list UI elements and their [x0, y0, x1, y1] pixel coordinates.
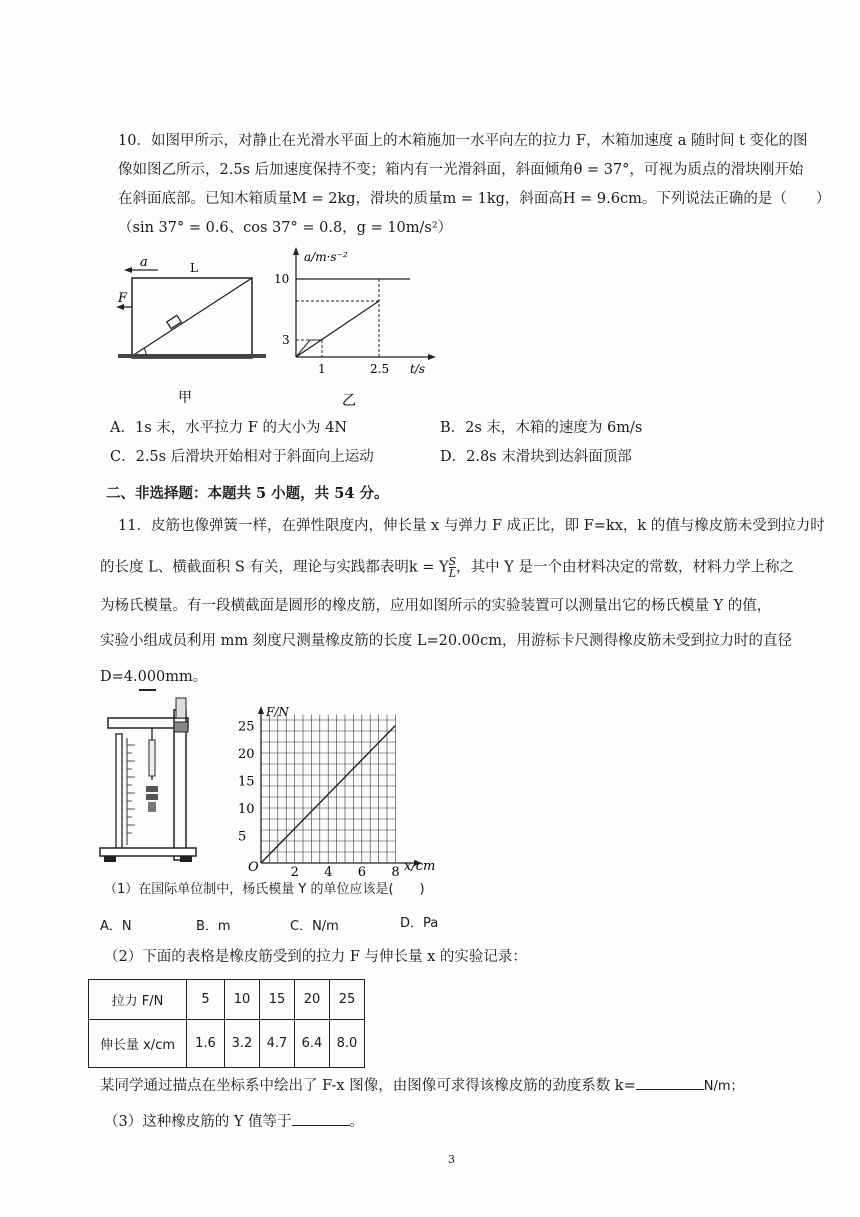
q11-line1: 11．皮筋也像弹簧一样，在弹性限度内，伸长量 x 与弹力 F 成正比，即 F=kx，k 的值与橡皮筋未受到拉力时 [118, 518, 825, 534]
fx-xlabel: x/cm [404, 859, 436, 874]
q11-line2 [100, 556, 794, 579]
table-cell: 25 [330, 980, 365, 1020]
q11-sub1-option-d: D．Pa [400, 916, 439, 931]
q11-line5: D=4.000mm。 [100, 669, 208, 685]
table-row [89, 980, 365, 1020]
q10-line1: 10．如图甲所示，对静止在光滑水平面上的木箱施加一水平向左的拉力 F，木箱加速度 a 随时间 t 变化的图 [118, 133, 808, 149]
fig-jia-F-label: F [118, 291, 128, 306]
q11-line4: 实验小组成员利用 mm 刻度尺测量橡皮筋的长度 L=20.00cm，用游标卡尺测得橡皮筋未受到拉力时的直径 [100, 633, 792, 649]
table-cell: 6.4 [295, 1020, 330, 1068]
fx-ytick-label: 25 [238, 719, 255, 735]
q10-line2: 像如图乙所示，2.5s 后加速度保持不变；箱内有一光滑斜面，斜面倾角θ = 37°，可视为质点的滑块刚开始 [118, 162, 804, 178]
table-cell: 15 [260, 980, 295, 1020]
section-heading: 二、非选择题：本题共 5 小题，共 54 分。 [106, 485, 389, 502]
fx-ytick-label: 20 [238, 747, 255, 762]
q11-sub1: （1）在国际单位制中，杨氏模量 Y 的单位应该是( ) [104, 882, 425, 897]
fx-graph [236, 700, 446, 880]
fig-yi-xlabel: t/s [410, 362, 426, 376]
experiment-apparatus [94, 690, 204, 870]
q10-option-d: D．2.8s 末滑块到达斜面顶部 [440, 449, 632, 465]
q11-sub2-answer-line [100, 1076, 744, 1097]
q11-sub3-line [104, 1112, 364, 1132]
fig-jia-L-label: L [190, 261, 198, 275]
fig-yi-ylabel: a/m·s⁻² [304, 250, 348, 264]
table-cell: 1.6 [187, 1020, 225, 1068]
fig-yi-ytick-10: 10 [274, 272, 290, 286]
table-cell: 8.0 [330, 1020, 365, 1068]
table-header-cell: 拉力 F/N [89, 980, 187, 1020]
fig-yi-ytick-3: 3 [282, 333, 290, 347]
table-cell: 5 [187, 980, 225, 1020]
q11-sub2-unit: N/m； [703, 1079, 744, 1094]
fx-xtick-label: 8 [391, 865, 400, 880]
fig-jia-caption: 甲 [178, 390, 192, 406]
fx-ytick-label: 15 [238, 774, 255, 790]
fx-xtick-label: 2 [290, 865, 299, 880]
q11-sub2: （2）下面的表格是橡皮筋受到的拉力 F 与伸长量 x 的实验记录： [104, 949, 527, 965]
table-cell: 20 [295, 980, 330, 1020]
table-header-cell: 伸长量 x/cm [89, 1020, 187, 1068]
fig-yi-xtick-1: 1 [318, 362, 326, 376]
q11-line2-a: 的长度 L、横截面积 S 有关，理论与实践都表明k = Y [100, 559, 449, 576]
fx-origin: O [248, 860, 259, 875]
fraction-denominator: L [448, 567, 457, 580]
q10-option-c: C．2.5s 后滑块开始相对于斜面向上运动 [110, 449, 374, 465]
fx-ytick-label: 5 [238, 829, 247, 845]
fx-ytick-label: 10 [238, 802, 255, 817]
q11-line3: 为杨氏模量。有一段横截面是圆形的橡皮筋，应用如图所示的实验装置可以测量出它的杨氏模量 Y 的值， [100, 598, 772, 614]
fig-jia-a-label: a [140, 255, 148, 270]
k-answer-blank[interactable] [636, 1089, 704, 1090]
q11-sub1-option-b: B．m [196, 919, 231, 934]
q11-sub2-text: 某同学通过描点在坐标系中绘出了 F-x 图像，由图像可求得该橡皮筋的劲度系数 k= [100, 1078, 636, 1094]
q11-sub1-option-a: A．N [100, 919, 132, 934]
table-cell: 10 [225, 980, 260, 1020]
fx-xtick-label: 6 [357, 865, 367, 880]
y-answer-blank[interactable] [292, 1125, 350, 1126]
q10-line4: （sin 37° = 0.6、cos 37° = 0.8，g = 10m/s²） [118, 220, 453, 236]
fx-xtick-label: 4 [324, 865, 333, 880]
fraction-numerator: S [448, 555, 457, 568]
q11-line2-b: ，其中 Y 是一个由材料决定的常数，材料力学上称之 [456, 559, 794, 576]
figure-jia [110, 250, 280, 410]
q10-option-b: B．2s 末，木箱的速度为 6m/s [440, 420, 643, 436]
fig-yi-caption: 乙 [342, 393, 356, 409]
page-number: 3 [448, 1153, 455, 1166]
q11-sub3-end: 。 [349, 1114, 365, 1130]
data-table [88, 979, 365, 1068]
table-cell: 4.7 [260, 1020, 295, 1068]
q11-sub1-option-c: C．N/m [290, 919, 339, 934]
fx-ylabel: F/N [266, 705, 289, 719]
q11-sub3-text: （3）这种橡皮筋的 Y 值等于 [104, 1114, 292, 1130]
q10-option-a: A．1s 末，水平拉力 F 的大小为 4N [110, 420, 348, 436]
figure-yi [270, 245, 440, 415]
fig-yi-xtick-2-5: 2.5 [370, 362, 390, 376]
table-row [89, 1020, 365, 1068]
q10-line3: 在斜面底部。已知木箱质量M = 2kg，滑块的质量m = 1kg，斜面高H = 9.6cm。下列说法正确的是（ ） [118, 191, 831, 207]
table-cell: 3.2 [225, 1020, 260, 1068]
